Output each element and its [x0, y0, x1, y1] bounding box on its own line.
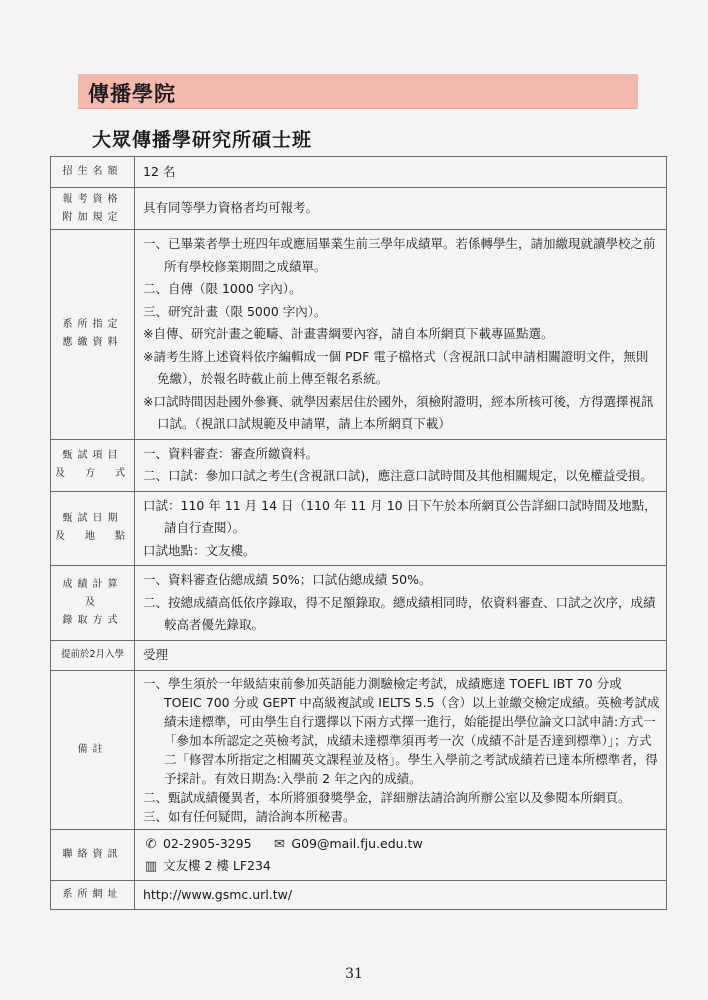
exam-item: 二、口試：參加口試之考生(含視訊口試)，應注意口試時間及其他相關規定，以免權益受損。 — [143, 468, 653, 483]
row-quota — [51, 157, 667, 188]
qualification-label: 報考資格 附加規定 — [51, 188, 135, 230]
website-url[interactable]: http://www.gsmc.url.tw/ — [135, 880, 667, 910]
exam-items-label: 甄試項目 及 方 式 — [51, 439, 135, 491]
contact-label: 聯絡資訊 — [51, 829, 135, 880]
college-header — [78, 74, 638, 109]
row-early-admission — [51, 640, 667, 670]
contact-address: 文友樓 2 樓 LF234 — [162, 857, 271, 873]
scoring-item: 二、按總成績高低依序錄取，得不足額錄取。總成績相同時，依資料審查、口試之次序，成績較高者優先錄取。 — [143, 594, 656, 632]
remark-item: 二、甄試成績優異者，本所將頒發獎學金，詳細辦法請洽詢所辦公室以及參閱本所網頁。 — [143, 789, 631, 805]
early-admission-value: 受理 — [135, 640, 667, 670]
remark-item: 三、如有任何疑問，請洽詢本所秘書。 — [143, 808, 356, 824]
remarks-label: 備註 — [51, 670, 135, 829]
document-item: 二、自傳（限 1000 字內）。 — [143, 281, 302, 296]
qualification-value: 具有同等學力資格者均可報考。 — [135, 188, 667, 230]
documents-content — [135, 230, 667, 440]
row-exam-date — [51, 491, 667, 566]
phone-icon: ✆ — [145, 836, 157, 852]
row-scoring — [51, 566, 667, 641]
quota-label: 招生名額 — [51, 157, 135, 188]
contact-line-address — [143, 855, 660, 877]
contact-phone: 02-2905-3295 — [162, 835, 252, 851]
website-label: 系所網址 — [51, 880, 135, 910]
remark-item: 一、學生須於一年級結束前參加英語能力測驗檢定考試，成績應達 TOEFL IBT 70 分或 TOEIC 700 分或 GEPT 中高級複試或 IELTS 5.5（含）以上並繳交檢定成績。英檢考試成績未達標準，可由學生自行選擇以下兩方式擇一進行，始能提出學位論文口試申請:方式一「參加本所認定之英檢考試，成績未達標準須再考一次（成績不計是否達到標準）」；方式二「修習本所指定之相關英文課程並及格」。學生入學前之考試成績若已達本所標準者，得予採計。有效日期為:入學前 2 年之內的成績。 — [143, 675, 660, 786]
remarks-content — [135, 670, 667, 829]
exam-items-content — [135, 439, 667, 491]
contact-line-phone-email — [143, 833, 660, 855]
exam-date-line: 口試：110 年 11 月 14 日（110 年 11 月 10 日下午於本所網頁公告詳細口試時間及地點，請自行查閱）。 — [143, 497, 657, 535]
row-remarks — [51, 670, 667, 829]
page-number: 31 — [345, 966, 363, 982]
exam-location-line: 口試地點：文友樓。 — [143, 542, 256, 558]
scoring-label: 成績計算 及 錄取方式 — [51, 566, 135, 641]
scoring-content — [135, 566, 667, 641]
exam-date-content — [135, 491, 667, 566]
row-qualification — [51, 188, 667, 230]
exam-item: 一、資料審查：審查所繳資料。 — [143, 445, 319, 461]
college-title: 傳播學院 — [88, 82, 176, 106]
building-icon: ▥ — [144, 858, 158, 874]
document-item: 三、研究計畫（限 5000 字內）。 — [143, 303, 327, 319]
document-note: ※請考生將上述資料依序編輯成一個 PDF 電子檔格式（含視訊口試申請相關證明文件，無則免繳），於報名時截止前上傳至報名系統。 — [143, 348, 649, 386]
row-contact — [51, 829, 667, 880]
early-admission-label: 提前於2月入學 — [51, 640, 135, 670]
document-note: ※自傳、研究計畫之範疇、計畫書綱要內容，請自本所網頁下載專區點選。 — [143, 326, 554, 341]
program-title: 大眾傳播學研究所碩士班 — [92, 129, 313, 151]
contact-content — [135, 829, 667, 880]
admission-info-table — [50, 156, 667, 910]
scoring-item: 一、資料審查佔總成績 50%；口試佔總成績 50%。 — [143, 572, 432, 587]
envelope-icon: ✉ — [273, 836, 285, 852]
row-exam-items — [51, 439, 667, 491]
row-documents — [51, 230, 667, 440]
documents-label: 系所指定 應繳資料 — [51, 230, 135, 440]
document-note: ※口試時間因赴國外參賽、就學因素居住於國外，須檢附證明，經本所核可後，方得選擇視訊口試。（視訊口試規範及申請單，請上本所網頁下載） — [143, 393, 654, 431]
quota-value: 12 名 — [135, 157, 667, 188]
contact-email: G09@mail.fju.edu.tw — [291, 835, 423, 851]
row-website — [51, 880, 667, 910]
document-item: 一、已畢業者學士班四年或應屆畢業生前三學年成績單。若係轉學生，請加繳現就讀學校之前所有學校修業期間之成績單。 — [143, 236, 656, 274]
exam-date-label: 甄試日期 及 地 點 — [51, 491, 135, 566]
